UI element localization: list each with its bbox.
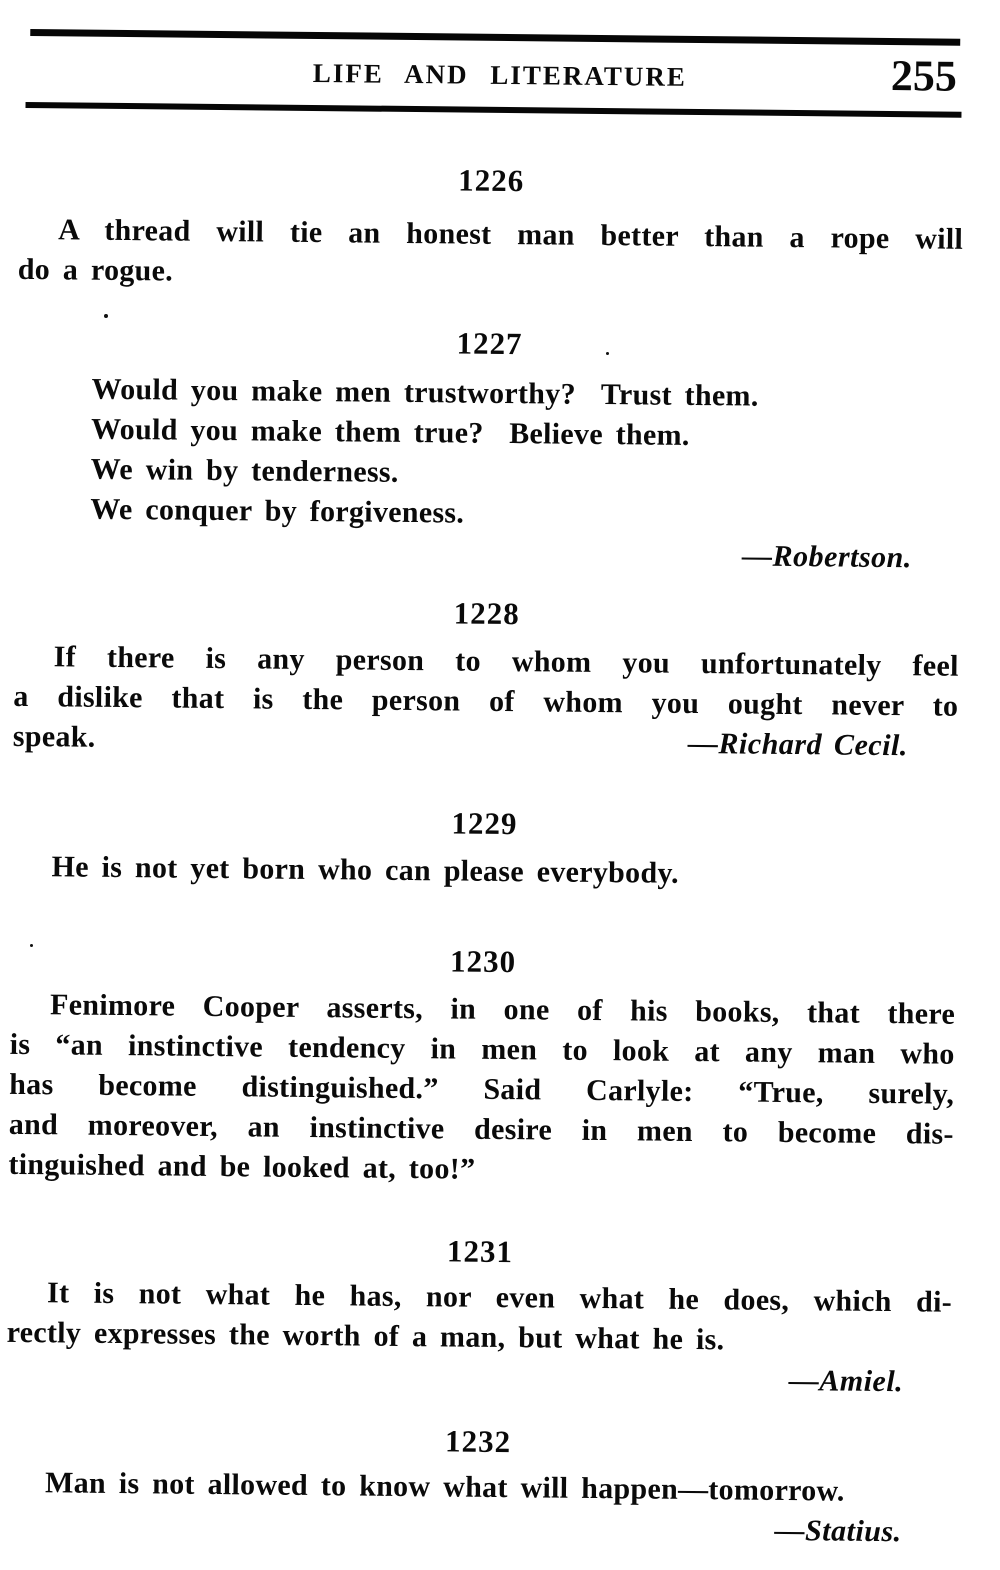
quote-section [18,158,964,300]
scan-speck [606,352,609,355]
scan-speck [104,314,108,318]
quote-line: and moreover, an instinctive desire in men to become dis- [8,1107,954,1151]
section-body [18,210,964,300]
quote-line: is “an instinctive tendency in men to look at any man who [9,1027,955,1071]
quote-line: A thread will tie an honest man better than a rope will [58,213,964,256]
section-number: 1229 [451,805,518,842]
section-number: 1232 [444,1423,512,1460]
quote-section [4,1419,950,1553]
page-header [0,50,1000,102]
quote-line: He is not yet born who can please everybody. [51,850,680,890]
section-body [15,369,962,539]
quote-line-text: speak. [12,719,96,754]
attribution: —Richard Cecil. [687,726,909,763]
header-rule-bottom [25,102,961,118]
quote-line: tinguished and be looked at, too!” [8,1147,476,1186]
quote-line: Would you make them true? Believe them. [90,412,690,452]
section-body [11,847,956,897]
quote-line: We conquer by forgiveness. [90,492,465,530]
quote-line: Fenimore Cooper asserts, in one of his books, that there [49,988,956,1031]
section-body [13,637,959,767]
section-number: 1228 [453,595,520,632]
section-number: 1231 [446,1233,514,1270]
attribution: —Amiel. [788,1364,904,1399]
attribution: —Statius. [774,1513,902,1549]
page-content [0,29,1000,1553]
section-number: 1226 [458,162,525,199]
quotes-list [0,158,999,1553]
quote-line: has become distinguished.” Said Carlyle: “True, surely, [9,1067,955,1111]
section-number: 1227 [456,325,523,362]
quote-section [15,321,963,579]
quote-line [13,717,958,767]
quote-line: a dislike that is the person of whom you ought never to [13,679,959,723]
section-body [8,985,955,1195]
quote-line: If there is any person to whom you unfortunately feel [53,640,959,683]
attribution: —Robertson. [741,539,912,575]
quote-line: We win by tenderness. [90,452,399,489]
quote-line: It is not what he has, nor even what he does, which di- [46,1276,953,1319]
quote-section [13,591,960,767]
quote-line: do a rogue. [17,252,174,288]
quote-section [8,939,956,1195]
header-rule-top [30,29,960,46]
quote-line: Man is not allowed to know what will happen—tomorrow. [44,1466,845,1508]
page-title: LIFE AND LITERATURE [312,57,688,92]
quote-line: rectly expresses the worth of a man, but what he is. [6,1315,725,1357]
quote-line: Would you make men trustworthy? Trust them. [91,372,759,413]
scan-speck [30,944,33,947]
page-number: 255 [890,51,958,101]
quote-section [6,1229,953,1403]
section-number: 1230 [449,943,517,980]
quote-section [11,801,957,897]
section-body [6,1273,952,1363]
